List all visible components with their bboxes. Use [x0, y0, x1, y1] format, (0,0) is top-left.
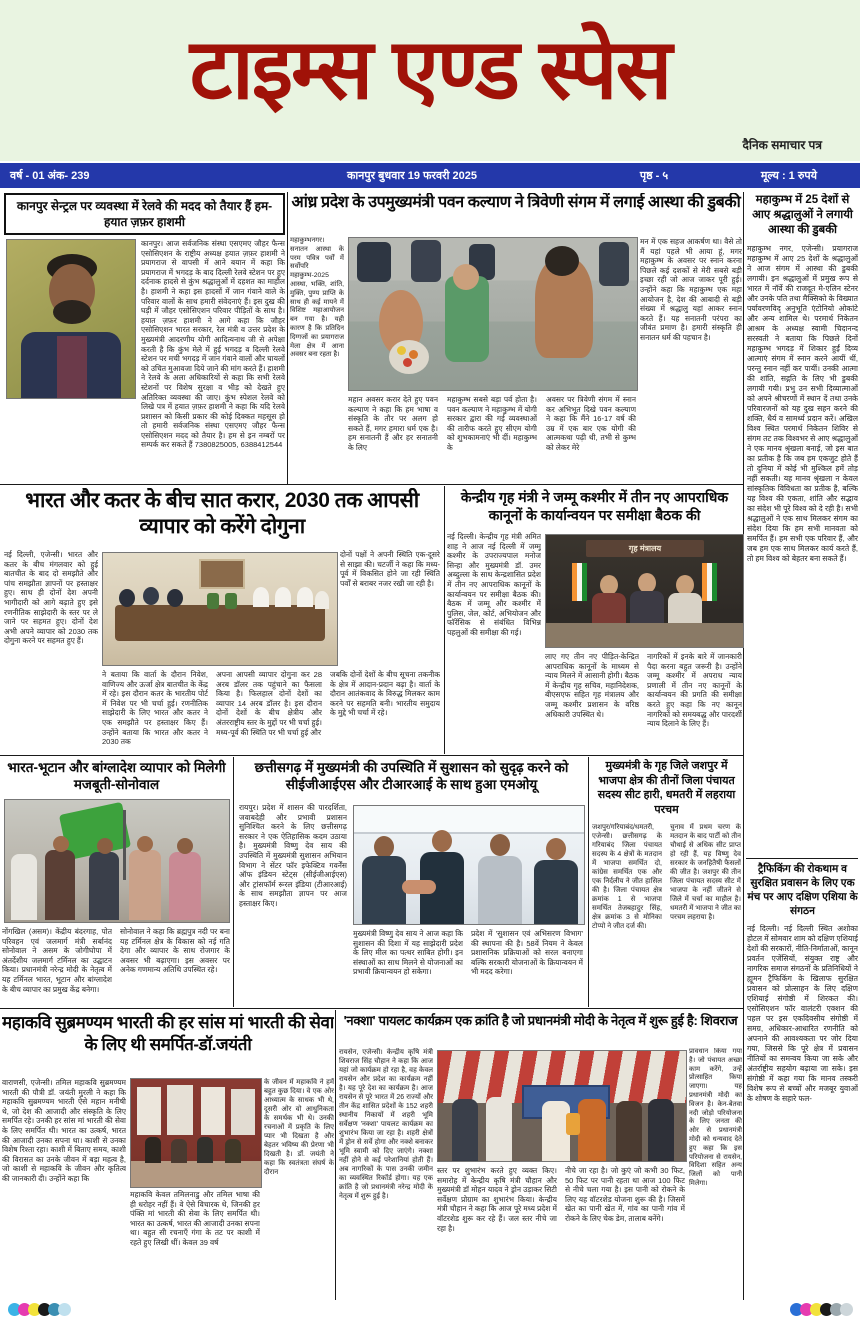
- article-headline: ट्रैफिकिंग की रोकथाम व सुरक्षित प्रवासन के लिए एक मंच पर आए दक्षिण एशिया के संगठन: [747, 863, 858, 917]
- article-column: महाकवि केवल तमिलनाडु और तमिल भाषा की ही धरोहर नहीं हैं। वे ऐसे विचारक थे, जिनकी हर पंक्ति मां भारती की सेवा के लिए समर्पित थी। भारत का उत्कर्ष, भारत की आजादी उनका सपना था। बहुत सी रचनाएँ गंगा के तट पर काशी में रहते हुए लिखी थीं। केवल 39 वर्ष: [130, 1190, 260, 1247]
- photo-banner-text: गृह मंत्रालय: [628, 544, 662, 553]
- article-column: के जीवन में महाकवि ने हमें बहुत कुछ दिया। वे एक ओर आध्यात्म के साधक भी थे, दूसरी ओर वो आधुनिकता के समर्थक भी थे। उनकी रचनाओं में प्रकृति के लिए प्यार भी दिखता है और बेहतर भविष्य की प्रेरणा भी दिखती है। डॉ. जयंती ने कहा कि स्वतंत्रता संघर्ष के दौरान: [264, 1079, 334, 1176]
- article-column: जबकि दोनों देशों के बीच सूचना तकनीक के क्षेत्र में आदान-प्रदान बढ़ा है। वार्ता के दौरान आतंकवाद के विरुद्ध मिलकर काम करने पर सहमति बनी। भारतीय समुदाय के मुद्दे भी चर्चा में रहे।: [330, 670, 440, 718]
- article-sonowal-trade: [2, 759, 231, 1006]
- photo-green-flag-ceremony: [4, 799, 230, 923]
- article-column: अपना आपसी व्यापार दोगुना कर 28 अरब डॉलर तक पहुंचाने का फैसला किया है। फिलहाल दोनों देशों का व्यापार 14 अरब डॉलर है। इस दौरान दोनों देशों के बीच क्षेत्रीय और अंतरराष्ट्रीय स्तर के मुद्दों पर भी चर्चा हुई। मध्य-पूर्व की स्थिति पर भी चर्चा हुई और: [216, 670, 322, 737]
- article-body: कानपुर। आज सर्वजनिक संस्था एसएमए जौहर फैन्स एसोसिएशन के राष्ट्रीय अध्यक्ष हयात ज़फ़र हाशमी ने प्रयागराज से वापसी में आने बयान में कहा कि प्रयागराज में भगदड़ के बाद दिल्ली रेलवे स्टेशन पर हुए दर्दनाक हादसे से कुंभ श्रद्धालुओं में दहशत का माहौल है। हाशमी ने कहा इस हादसों में जान गंवाने वाले के परिवार वालों के साथ हमारी संवेदनाएं हैं। इस दुख की घड़ी में जौहर एसोसिएशन परिवार पीड़ितों के साथ है। हयात ज़फ़र हाशमी ने आगे कहा कि जौहर एसोसिएशन भारत सरकार, रेल मंत्री व उत्तर प्रदेश के मुख्यमंत्री आदरणीय योगी आदित्यनाथ जी से अपेक्षा करती है कि कुंभ मेले में हुई भगदड़ व दिल्ली रेलवे स्टेशन पर मची भगदड़ में जान गंवाने वालों और घायलों को उचित मुआवजा दिये जाने की मांग करते हैं। हाशमी ने रेलवे के अला अधिकारियों से कहा कि सभी रेलवे स्टेशनों पर विशेष सुरक्षा व भीड़ को देखते हुए अतिरिक्त व्यवस्था की जाए। कुंभ स्पेशल रेलवे को लिखे पत्र में हयात ज़फ़र हाशमी ने कहा कि यदि रेलवे प्रशासन को किसी प्रकार की कोई दिक्कत महसूस हो तो हमारी सर्वजनिक संस्था एसएमए जौहर फैन्स एसोसिएशन मदद को तैयार है। हम से इन नम्बरों पर सम्पर्क कर सकते हैं 7380825005, 6388412544: [141, 239, 285, 450]
- article-headline: कानपुर सेन्ट्रल पर व्यवस्था में रेलवे की मदद को तैयार हैं हम- हयात ज़फ़र हाशमी: [4, 193, 285, 235]
- photo-mou-handshake: [353, 805, 585, 925]
- article-column: मुख्यमंत्री विष्णु देव साय ने आज कहा कि सुशासन की दिशा में यह साझेदारी प्रदेश के लिए मील का पत्थर साबित होगी। इन संस्थाओं का साथ मिलने से योजनाओं का प्रभावी क्रियान्वयन हो सकेगा।: [353, 929, 463, 977]
- article-column: नीचे जा रहा है। जो कुएं जो कभी 30 फिट, 50 फिट पर पानी रहता था आज 100 फिट से नीचे चला गया है। इस पानी को रोकने के लिए यह वॉटरशेड योजना शुरू की है। जिसमें खेत का पानी खेत में, गांव का पानी गांव में रोकने के लिए चेक डेम, तालाब बनेंगे।: [565, 1166, 685, 1223]
- article-column: प्रदेश में 'सुशासन एवं अभिसरण विभाग' की स्थापना की है। 58वें नियम ने केवल प्रशासनिक प्रक्रियाओं को सरल बनाएगा बल्कि सरकारी योजनाओं के क्रियान्वयन में भी मदद करेगा।: [471, 929, 583, 977]
- print-marks-right: [790, 1303, 850, 1321]
- article-trafficking-seminar: [747, 862, 858, 1298]
- article-headline: छत्तीसगढ़ में मुख्यमंत्री की उपस्थिति में सुशासन को सुदृढ़ करने को सीईजीआईएस और टीआरआई के साथ हुआ एमओयू: [254, 760, 569, 792]
- article-column: मन में एक सहज आकर्षण था। वैसे तो मैं यहां पहले भी आया हूं, मगर महाकुम्भ के अवसर पर स्नान करना पिछले कई दशकों से मेरी सबसे बड़ी इच्छा रही जो आज जाकर पूरी हुई। उन्होंने कहा कि महाकुम्भ एक महा आयोजन है, देश की आबादी से बड़ी संख्या में श्रद्धालु यहां आकर स्नान करते हैं। यह सनातनी परंपरा का जीवंत प्रमाण है। हमारी संस्कृति ही सनातन धर्म की पहचान है।: [640, 237, 742, 342]
- article-headline: भारत-भूटान और बांग्लादेश व्यापार को मिलेगी मजबूती-सोनोवाल: [7, 760, 226, 792]
- article-column: प्रावधान किया गया है। जो पंचायत अच्छा काम करेंगे, उन्हें प्रोत्साहित किया जाएगा। यह प्रधानमंत्री मोदी का विजन है। केन-बेतवा नदी जोड़ो परियोजना के लिए जनता की ओर से प्रधानमंत्री मोदी को धन्यवाद देते हुए कहा कि इस परियोजना से रायसेन, विदिशा सहित अन्य जिलों को पानी मिलेगा।: [689, 1048, 742, 1187]
- article-column: लाए गए तीन नए पीड़ित-केन्द्रित आपराधिक कानूनों के माध्यम से न्याय मिलने में आसानी होगी। बैठक में केन्द्रीय गृह सचिव, महानिदेशक, बीएसएफ सहित गृह मंत्रालय और जम्मू कश्मीर प्रशासन के वरिष्ठ अधिकारी उपस्थित थे।: [545, 652, 639, 719]
- photo-triveni-sangam-dip: [348, 237, 638, 391]
- article-column: रायपुर। प्रदेश में शासन की पारदर्शिता, जवाबदेही और प्रभावी प्रशासन सुनिश्चित करने के लिए छत्तीसगढ़ सरकार ने एक ऐतिहासिक कदम उठाया है। मुख्यमंत्री विष्णु देव साय की उपस्थिति में मुख्यमंत्री सुशासन अभियान विभाग ने सेंटर फॉर इफेक्टिव गवर्नेंस ऑफ इंडियन स्टेट्स (सीईजीआईएस) और ट्रांसफॉर्म रूरल इंडिया (टीआरआई) के साथ समझौता ज्ञापन पर आज हस्ताक्षर किए।: [239, 803, 347, 908]
- article-naksha-pilot: [339, 1012, 742, 1298]
- article-column: नोंगखिल (असम)। केंद्रीय बंदरगाह, पोत परिवहन एवं जलमार्ग मंत्री सर्बानंद सोनोवाल ने असम के जोगीघोपा में अंतर्देशीय जलमार्ग टर्मिनल का उद्घाटन किया। प्रधानमंत्री नरेन्द्र मोदी के नेतृत्व में यह टर्मिनल भारत, भूटान और बांग्लादेश के बीच व्यापार का प्रमुख केंद्र बनेगा।: [2, 927, 112, 994]
- article-column: रायसेन, एजेन्सी। केन्द्रीय कृषि मंत्री शिवराज सिंह चौहान ने कहा कि आज यहां जो कार्यक्रम हो रहा है, वह केवल रायसेन और प्रदेश का कार्यक्रम नहीं है। यह पूरे देश का कार्यक्रम है। आज रायसेन से पूरे भारत में 26 राज्यों और तीन केंद्र शासित प्रदेशों के 152 शहरी स्थानीय निकायों में शहरी भूमि सर्वेक्षण 'नक्शा' पायलट कार्यक्रम का शुभारंभ किया जा रहा है। शहरी क्षेत्रों में ड्रोन से सर्वे होगा और नक्शे बनाकर भूमि स्वामी को दिए जाएंगे। नक्शा नहीं होने से कई परेशानियां होती हैं। अब नागरिकों के पास उनकी जमीन का व्यवस्थित रिकॉर्ड होगा। यह एक क्रांति है जो प्रधानमंत्री नरेन्द्र मोदी के नेतृत्व में शुरू हुई है।: [339, 1049, 433, 1200]
- article-column: सोनोवाल ने कहा कि ब्रह्मपुत्र नदी पर बना यह टर्मिनल क्षेत्र के विकास को नई गति देगा और व्यापार के साथ रोजगार के अवसर भी बढ़ाएगा। इस अवसर पर अनेक गणमान्य अतिथि उपस्थित रहे।: [120, 927, 230, 975]
- article-headline: 'नक्शा' पायलट कार्यक्रम एक क्रांति है जो प्रधानमंत्री मोदी के नेतृत्व में शुरू हुई है: शिवराज: [343, 1013, 738, 1028]
- article-column: ने बताया कि वार्ता के दौरान निवेश, वाणिज्य और ऊर्जा क्षेत्र बातचीत के केंद्र में रहे। इस दौरान कतर के भारतीय पोर्ट में निवेश पर भी चर्चा हुई। रणनीतिक साझेदारी के लिए भारत और कतर ने एक समझौते पर हस्ताक्षर किए हैं। उन्होंने बताया कि भारत और कतर ने 2030 तक: [102, 670, 208, 747]
- photo-home-ministry-meeting: [545, 534, 744, 648]
- article-column: वाराणसी, एजेन्सी। तमिल महाकवि सुब्रमण्यम भारती की पौत्री डॉ. जयंती मुरली ने कहा कि महाकवि सुब्रमण्यम भारती ऐसे महान मनीषी थे, जो देश की आजादी और संस्कृति के लिए समर्पित रहे। उनकी हर सांस मां भारती की सेवा के लिए समर्पित थी। भारत का उत्कर्ष, भारत की आजादी उनका सपना था। काशी से उनका विशेष रिश्ता रहा। काशी में बिताए समय, काशी की विरासत का उनके जीवन में बड़ा महत्व है, जो काशी से महाकवि के जीवन और कृतित्व की जानकारी दी। उन्होंने कहा कि: [2, 1078, 126, 1183]
- divider: [444, 486, 445, 754]
- article-kanpur-central: [4, 193, 285, 483]
- article-column: स्तर पर शुभारंभ करते हुए व्यक्त किए। समारोह में केन्द्रीय कृषि मंत्री चौहान और मुख्यमंत्री डॉ मोहन यादव ने ड्रोन उड़ाकर सिटी सर्वेक्षण प्रोग्राम का शुभारंभ किया। केन्द्रीय मंत्री चौहान ने कहा कि आज पूरे मध्य प्रदेश में वॉटरशेड शुरू कर रहे हैं। जल स्तर नीचे जा रहा है।: [437, 1166, 557, 1233]
- masthead: [0, 0, 860, 161]
- newspaper-title: टाइम्स एण्ड स्पेस: [189, 22, 671, 116]
- article-jammu-kashmir-laws: [447, 488, 742, 754]
- article-column: दोनों पक्षों ने अपनी स्थिति एक-दूसरे से साझा की। चटर्जी ने कहा कि मध्य-पूर्व में विकसित होने जा रही स्थिति पर्वों से बराबर नजर रखी जा रही है।: [340, 550, 440, 588]
- article-column: नई दिल्ली। केन्द्रीय गृह मंत्री अमित शाह ने आज नई दिल्ली में जम्मू कश्मीर के उपराज्यपाल मनोज सिन्हा और मुख्यमंत्री डॉ. उमर अब्दुल्ला के साथ केन्द्रशासित प्रदेश में तीन नए आपराधिक कानूनों के कार्यान्वयन पर समीक्षा बैठक की। बैठक में जम्मू और कश्मीर में पुलिस, जेल, कोर्ट, अभियोजन और फॉरेंसिक से संबंधित विभिन्न पहलुओं की समीक्षा की गई।: [447, 532, 541, 637]
- divider: [746, 858, 858, 859]
- article-body: महाकुम्भ नगर, एजेन्सी। प्रयागराज महाकुम्भ में आए 25 देशों के श्रद्धालुओं ने आज संगम में आस्था की डुबकी लगायी। इन श्रद्धालुओं में प्रमुख रूप से भारत में नॉर्वे की राजदूत मे-एलिन स्टेनर और उनके पति तथा मैक्सिको के विख्यात पर्यावरणविद् अनुभूति एंटोनियो ओकांटे और अन्य शामिल थे। परमार्थ निकेतन आश्रम के अध्यक्ष स्वामी चिदानन्द सरस्वती ने बताया कि पिछले दिनों महाकुम्भ भगदड़ में शिकार हुईं दिव्य आत्माएं संगम में स्नान करने आयीं थीं, परन्तु स्नान नहीं कर पायीं। उनकी आत्मा की शांति, सद्गति के लिए भी डुबकी लगायी गयी। प्रभु उन सभी दिव्यात्माओं को अपने श्रीचरणों में स्थान दें तथा उनके परिवारजनों को यह दुख सहन करने की शक्ति, धैर्य व सामर्थ्य प्रदान करें। अखिल विश्व स्थित परमार्थ निकेतन शिविर से संगम तट तक विश्वभर से आए श्रद्धालुओं ने एक मानव श्रृंखला बनाई, जो इस बात का प्रतीक है कि जब हम एकजुट होते हैं तो दुनिया में कोई भी मुश्किल हमें तोड़ नहीं सकती। यह मानव श्रृंखला न केवल सांस्कृतिक विविधता का प्रतीक है, बल्कि यह विश्व की एकता, शांति और सद्भाव का संदेश भी पूरे विश्व को दे रही है। सभी श्रद्धालुओं ने एक साथ मिलकर संगम का संदेश दिया कि हम सभी मानवता को समर्पित हैं। हम सभी एक परिवार हैं, और जब हम एक साथ मिलकर कार्य करते हैं, तो हम विश्व को बेहतर बना सकते हैं।: [747, 244, 858, 563]
- date-bar: [0, 163, 860, 188]
- article-column: नई दिल्ली, एजेन्सी। भारत और कतर के बीच मंगलवार को हुई बातचीत के बाद दो समझौते और पांच समझौता ज्ञापनों पर हस्ताक्षर हुए। साथ ही दोनों देश अपनी भागीदारी को आगे बढ़ाते हुए इसे रणनीतिक साझेदारी के स्तर पर ले जाने पर सहमत हुए। दोनों देश अभी अपने व्यापार को 2030 तक दोगुना करने पर सहमत हुए हैं।: [4, 550, 98, 646]
- article-column: चुनाव में प्रथम चरण के मतदान के बाद पार्टी को तीन चौथाई से अधिक सीट प्राप्त हो रही हैं, यह विष्णु देव सरकार के जनहितैषी फैसलों की जीत है। जशपुर की तीन जिला पंचायत सदस्य सीट में भाजपा के नहीं जीतने से जिले में चर्चा का माहौल है। धमतरी में भाजपा ने जीत का परचम लहराया है।: [670, 824, 741, 921]
- article-headline: महाकुम्भ में 25 देशों से आए श्रद्धालुओं ने लगायी आस्था की डुबकी: [752, 194, 853, 236]
- article-column: अवसर पर त्रिवेणी संगम में स्नान कर अभिभूत दिखे पवन कल्याण ने कहा कि मैंने 16-17 वर्ष की उम्र में एक बार एक योगी की आत्मकथा पढ़ी थी, तभी से कुम्भ को लेकर मेरे: [546, 395, 636, 452]
- article-headline: भारत और कतर के बीच सात करार, 2030 तक आपसी व्यापार को करेंगे दोगुना: [25, 489, 419, 538]
- divider: [0, 755, 743, 756]
- divider: [233, 757, 234, 1007]
- newspaper-tagline: दैनिक समाचार पत्र: [742, 138, 822, 152]
- divider: [743, 192, 744, 1300]
- issue-number: वर्ष - 01 अंक- 239: [10, 170, 90, 182]
- price: मूल्य : 1 रुपये: [760, 170, 818, 182]
- divider: [0, 484, 743, 485]
- divider: [335, 1010, 336, 1300]
- divider: [588, 757, 589, 1007]
- divider: [0, 1008, 743, 1009]
- page-number: पृष्ठ - ५: [639, 170, 669, 182]
- photo-naksha-launch-event: [437, 1050, 687, 1162]
- article-mahakumbh-25-countries: [747, 193, 858, 857]
- photo-india-qatar-talks: [102, 552, 338, 666]
- article-headline: आंध्र प्रदेश के उपमुख्यमंत्री पवन कल्याण ने त्रिवेणी संगम में लगाई आस्था की डुबकी: [291, 194, 741, 211]
- article-chhattisgarh-mou: [237, 759, 586, 1006]
- article-headline: मुख्यमंत्री के गृह जिले जशपुर में भाजपा क्षेत्र की तीनों जिला पंचायत सदस्य सीट हारी, धमतरी में लहराया परचम: [597, 760, 736, 816]
- edition-dateline: कानपुर बुधवार 19 फरवरी 2025: [346, 170, 478, 182]
- article-column: महान अवसर करार देते हुए पवन कल्याण ने कहा कि हम भाषा व संस्कृति के तौर पर अलग हो सकते हैं, मगर हमारा धर्म एक है। हम सनातनी हैं और हर सनातनी के लिए: [348, 395, 438, 452]
- article-india-qatar: [2, 488, 442, 754]
- article-column: महाकुम्भ सबसे बड़ा पर्व होता है। पवन कल्याण ने महाकुम्भ में योगी सरकार द्वारा की गई व्यवस्थाओं की तारीफ करते हुए सीएम योगी को शुभकामनाएं भी दीं। महाकुम्भ के: [447, 395, 537, 452]
- article-column: महाकुम्भनगर। सनातन आस्था के परम पवित्र पर्वों में सर्वोपरि महाकुम्भ-2025 आस्था, भक्ति, शांति, मुक्ति, पुण्य प्राप्ति के साथ ही कई मायने में विशिष्ट महाआयोजन बन गया है। यही कारण है कि प्रतिदिन दिग्गजों का प्रयागराज मेला क्षेत्र में आना अवसर बना रहता है।: [290, 237, 344, 359]
- photo-hayat-zafar-hashmi: [6, 239, 136, 399]
- article-subramania-bharati: [2, 1012, 334, 1298]
- article-column: नागरिकों में इनके बारे में जानकारी पैदा करना बहुत जरूरी है। उन्होंने जम्मू कश्मीर में अपराध न्याय प्रणाली में तीन नए कानूनों के कार्यान्वयन की प्रगति की समीक्षा करते हुए कहा कि नए कानून नागरिकों को समयबद्ध और पारदर्शी न्याय दिलाने के लिए हैं।: [647, 652, 742, 729]
- article-jashpur-panchayat: [592, 759, 741, 1006]
- article-pawan-kalyan: [290, 193, 742, 483]
- article-body: नई दिल्ली। नई दिल्ली स्थित अशोका होटल में सोमवार शाम को दक्षिण एशियाई देशों की सरकारों, नीति-निर्माताओं, कानून प्रवर्तन एजेंसियों, संयुक्त राष्ट्र और नागरिक समाज संगठनों के प्रतिनिधियों ने ह्यूमन ट्रैफिकिंग के खिलाफ सुरक्षित प्रवासन को प्रोत्साहन के लिए दक्षिण एशियाई संगोष्ठी में शिरकत की। एसोसिएशन फॉर वालंटरी एक्शन की पहल पर इस एकदिवसीय संगोष्ठी में समग्र, अधिकार-आधारित रणनीति को अपनाने की आवश्यकता पर जोर दिया गया, जिससे कि पूरे क्षेत्र में प्रवासन नीतियों का समन्वय किया जा सके और अंतर्राष्ट्रीय सहयोग बढ़ाया जा सके। इस संगोष्ठी में कहा गया कि मानव तस्करी विशेष रूप से बच्चों और मजबूर युवाओं के शोषण के सहारे फल-: [747, 924, 858, 1103]
- photo-bharati-exhibition: [130, 1078, 262, 1188]
- article-headline: महाकवि सुब्रमण्यम भारती की हर सांस मां भारती की सेवा के लिए थी समर्पित-डॉ.जयंती: [2, 1013, 334, 1054]
- article-column: जशपुर/गरियाबंद/धमतरी, एजेन्सी। छत्तीसगढ़ के गरियाबंद जिला पंचायत सदस्य के 4 क्षेत्रों के मतदान में भाजपा समर्थित दो, कांग्रेस समर्थित एक और एक निर्दलीय ने जीत हासिल की है। जिला पंचायत क्षेत्र क्रमांक 1 से भाजपा समर्थित तेजबहादुर सिंह, क्षेत्र क्रमांक 3 से मोनिका टोप्पो ने जीत दर्ज की।: [592, 824, 662, 930]
- print-marks-left: [8, 1303, 68, 1321]
- article-headline: केन्द्रीय गृह मंत्री ने जम्मू कश्मीर में तीन नए आपराधिक कानूनों के कार्यान्वयन पर समीक्षा बैठक की: [460, 489, 729, 523]
- divider: [287, 192, 288, 484]
